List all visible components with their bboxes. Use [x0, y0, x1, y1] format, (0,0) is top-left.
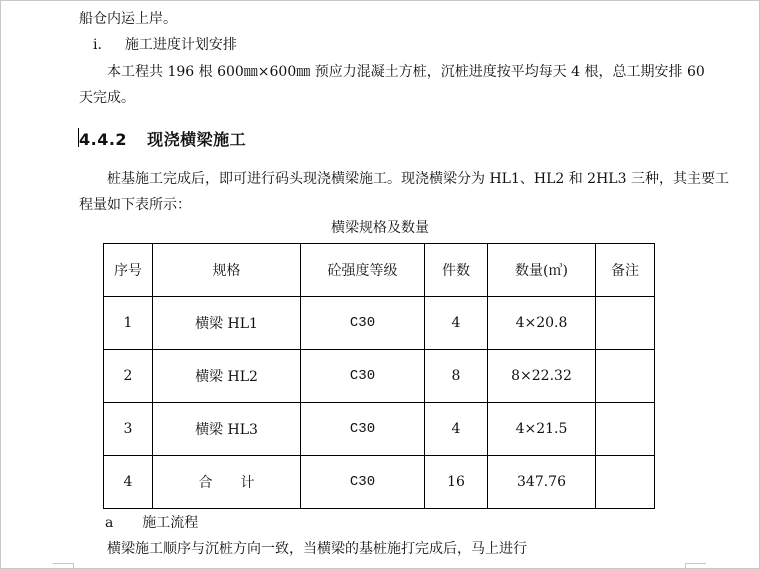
section-heading [79, 127, 246, 150]
table-body [104, 244, 655, 509]
header-cell: 砼强度等级 [301, 244, 425, 297]
list-item-title: 施工进度计划安排 [124, 37, 237, 53]
page-corner-mark [53, 563, 74, 569]
table-cell: 横梁 HL2 [153, 350, 301, 403]
table-cell: C30 [301, 297, 425, 350]
table-cell: 4×21.5 [488, 403, 596, 456]
table-caption: 横梁规格及数量 [331, 220, 429, 236]
text-cursor [78, 128, 79, 147]
table-row [104, 350, 655, 403]
table-cell: 8×22.32 [488, 350, 596, 403]
table-cell: 16 [425, 456, 488, 509]
header-cell: 序号 [104, 244, 153, 297]
table-cell: C30 [301, 456, 425, 509]
table-cell: 横梁 HL1 [153, 297, 301, 350]
header-cell: 规格 [153, 244, 301, 297]
table-cell [596, 456, 655, 509]
table-cell [596, 297, 655, 350]
header-cell: 数量(㎥) [488, 244, 596, 297]
table-cell: 3 [104, 403, 153, 456]
table-cell: 4 [104, 456, 153, 509]
body-text-line: 船仓内运上岸。 [79, 11, 177, 27]
table-cell: 合 计 [153, 456, 301, 509]
table-cell: 4 [425, 403, 488, 456]
table-cell: 4×20.8 [488, 297, 596, 350]
table-cell: 横梁 HL3 [153, 403, 301, 456]
header-cell: 件数 [425, 244, 488, 297]
table-total-row [104, 456, 655, 509]
table-cell [596, 403, 655, 456]
paragraph-line: 天完成。 [79, 90, 135, 106]
list-marker: a [105, 515, 114, 531]
paragraph-line: 横梁施工顺序与沉桩方向一致，当横梁的基桩施打完成后，马上进行 [107, 541, 527, 557]
header-cell: 备注 [596, 244, 655, 297]
beam-spec-table [103, 243, 655, 509]
list-item-a [105, 514, 198, 532]
section-title: 现浇横梁施工 [147, 130, 247, 149]
table-header-row [104, 244, 655, 297]
list-item-title: 施工流程 [142, 515, 199, 531]
table-cell: 8 [425, 350, 488, 403]
list-item-i [93, 36, 237, 54]
table-cell: C30 [301, 350, 425, 403]
list-marker: i. [93, 37, 102, 53]
section-number: 4.4.2 [79, 130, 128, 149]
table-cell [596, 350, 655, 403]
page-corner-mark [685, 563, 706, 569]
table-cell: 347.76 [488, 456, 596, 509]
table-cell: 4 [425, 297, 488, 350]
table-row [104, 403, 655, 456]
paragraph-line: 本工程共 196 根 600㎜×600㎜ 预应力混凝土方桩，沉桩进度按平均每天 4 根，总工期安排 60 [107, 64, 705, 80]
table-cell: 1 [104, 297, 153, 350]
table-cell: C30 [301, 403, 425, 456]
paragraph-line: 程量如下表所示： [79, 197, 191, 213]
table-cell: 2 [104, 350, 153, 403]
paragraph-line: 桩基施工完成后，即可进行码头现浇横梁施工。现浇横梁分为 HL1、HL2 和 2HL3 三种，其主要工 [107, 171, 729, 187]
table-row [104, 297, 655, 350]
